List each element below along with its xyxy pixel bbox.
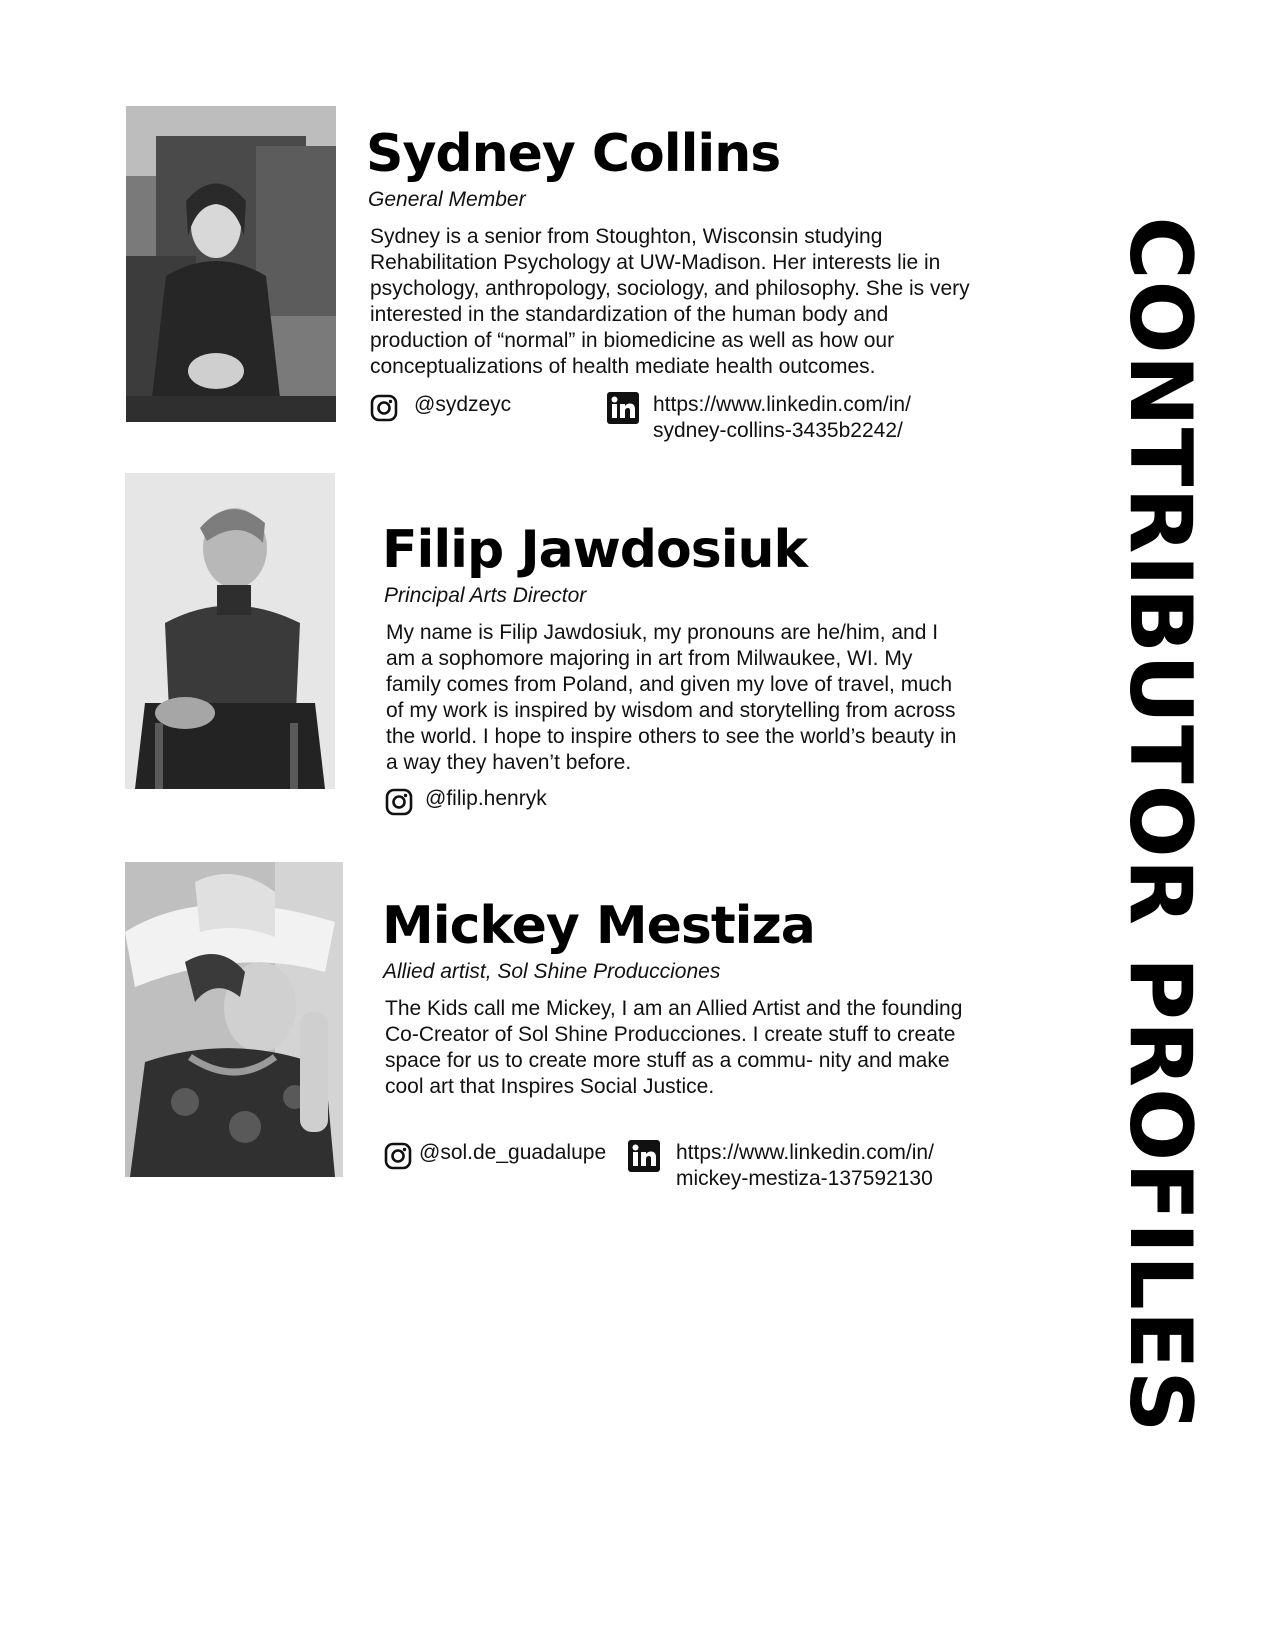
profile-name: Mickey Mestiza <box>382 896 815 956</box>
instagram-handle: @filip.henryk <box>425 787 547 810</box>
profile-bio: The Kids call me Mickey, I am an Allied Artist and the founding Co-Creator of Sol Shine Producciones. I create stuff to create space for us to create more stuff as a commu- nity and make cool art that Inspires Social Justice. <box>385 997 963 1098</box>
instagram-icon <box>384 1142 412 1170</box>
profile-photo-filip <box>125 473 335 789</box>
profile-photo-mickey <box>125 862 343 1177</box>
linkedin-url-line1: https://www.linkedin.com/in/ <box>653 393 911 416</box>
instagram-icon <box>385 788 413 816</box>
linkedin-url-line2: mickey-mestiza-137592130 <box>676 1167 933 1190</box>
profile-photo-sydney <box>126 106 336 422</box>
linkedin-link[interactable] <box>607 392 967 448</box>
profile-bio: Sydney is a senior from Stoughton, Wisconsin studying Rehabilitation Psychology at UW-Madison. Her interests lie in psychology, anthropology, sociology, and philosophy. She is very interested in the standardization of the human body and production of “normal” in biomedicine as well as how our conceptualizations of health mediate health outcomes. <box>370 225 970 378</box>
instagram-link[interactable] <box>384 1140 620 1170</box>
linkedin-icon <box>607 392 639 424</box>
profile-role: General Member <box>368 188 526 211</box>
linkedin-icon <box>628 1140 660 1172</box>
linkedin-link[interactable] <box>628 1140 988 1196</box>
page-title: CONTRIBUTOR PROFILES <box>1110 216 1210 1434</box>
profile-role: Principal Arts Director <box>384 584 587 607</box>
profile-role: Allied artist, Sol Shine Producciones <box>383 960 721 983</box>
linkedin-url-line2: sydney-collins-3435b2242/ <box>653 419 903 442</box>
instagram-icon <box>370 394 398 422</box>
instagram-handle: @sydzeyc <box>414 393 512 416</box>
profile-name: Sydney Collins <box>366 124 781 184</box>
instagram-link[interactable] <box>370 392 590 422</box>
profile-name: Filip Jawdosiuk <box>382 520 808 580</box>
instagram-handle: @sol.de_guadalupe <box>419 1141 607 1164</box>
instagram-link[interactable] <box>385 786 645 816</box>
profile-bio: My name is Filip Jawdosiuk, my pronouns are he/him, and I am a sophomore majoring in art from Milwaukee, WI. My family comes from Poland, and given my love of travel, much of my work is inspired by wisdom and storytelling from across the world. I hope to inspire others to see the world’s beauty in a way they haven’t before. <box>386 621 957 774</box>
linkedin-url-line1: https://www.linkedin.com/in/ <box>676 1141 934 1164</box>
